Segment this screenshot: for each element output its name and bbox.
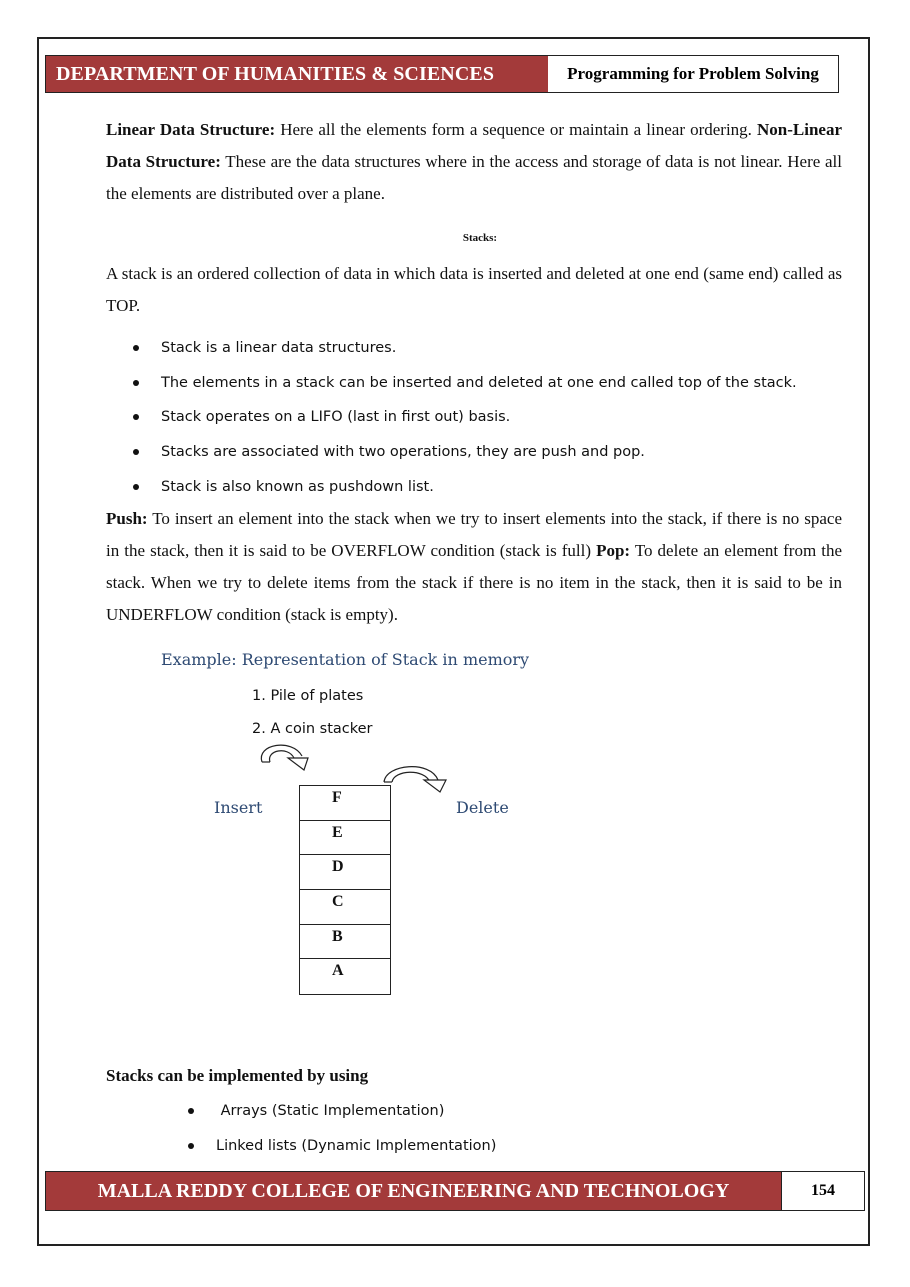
stack-properties-list — [133, 336, 797, 509]
list-item: 1. Pile of plates — [252, 688, 364, 704]
push-definition: To insert an element into the stack when we try to insert elements into the stack, if there is no space in the stack, then it is said to be OVERFLOW condition (stack is full) — [106, 509, 842, 560]
delete-arrow-icon — [380, 762, 460, 802]
list-item: Arrays (Static Implementation) — [188, 1099, 496, 1134]
course-title: Programming for Problem Solving — [567, 64, 819, 83]
list-item: Stack is also known as pushdown list. — [133, 475, 797, 510]
intro-paragraph — [106, 114, 842, 210]
stack-cell: D — [300, 855, 390, 890]
bullet-icon — [133, 449, 139, 455]
stack-cell: A — [332, 962, 344, 980]
implementation-heading: Stacks can be implemented by using — [106, 1066, 369, 1085]
nonlinear-term: Non-Linear Data Structure: — [106, 120, 842, 171]
pop-definition: To delete an element from the stack. When we try to delete items from the stack if there is no item in the stack, then it is said to be in UNDERFLOW condition (stack is empty). — [106, 541, 842, 624]
bullet-icon — [133, 380, 139, 386]
stack-cell: B — [300, 925, 390, 960]
list-item: Stacks are associated with two operations, they are push and pop. — [133, 440, 797, 475]
stack-cell: F — [300, 786, 390, 821]
nonlinear-definition: These are the data structures where in the access and storage of data is not linear. Here all the elements are distributed over a plane. — [106, 152, 842, 203]
example-heading: Example: Representation of Stack in memory — [161, 650, 530, 669]
stack-diagram — [299, 785, 391, 995]
list-item: Stack operates on a LIFO (last in first out) basis. — [133, 405, 797, 440]
page-border — [37, 37, 870, 1246]
list-item: The elements in a stack can be inserted and deleted at one end called top of the stack. — [133, 371, 797, 406]
push-term: Push: — [106, 509, 148, 528]
pop-term: Pop: — [596, 541, 631, 560]
stack-cell: E — [300, 821, 390, 856]
list-item: Linked lists (Dynamic Implementation) — [188, 1134, 496, 1169]
insert-label: Insert — [214, 798, 263, 817]
college-banner: MALLA REDDY COLLEGE OF ENGINEERING AND TECHNOLOGY — [46, 1172, 782, 1210]
bullet-icon — [133, 345, 139, 351]
bullet-icon — [188, 1143, 194, 1149]
linear-term: Linear Data Structure: — [106, 120, 276, 139]
page-number: 154 — [811, 1182, 835, 1199]
bullet-icon — [188, 1108, 194, 1114]
insert-arrow-icon — [250, 738, 330, 778]
linear-definition: Here all the elements form a sequence or maintain a linear ordering. — [275, 120, 757, 139]
page-header — [45, 55, 839, 93]
page-footer — [45, 1171, 865, 1211]
stack-definition: A stack is an ordered collection of data in which data is inserted and deleted at one end (same end) called as TOP. — [106, 264, 842, 315]
bullet-icon — [133, 414, 139, 420]
list-item: Stack is a linear data structures. — [133, 336, 797, 371]
department-banner: DEPARTMENT OF HUMANITIES & SCIENCES — [46, 56, 548, 92]
implementation-list — [188, 1099, 496, 1169]
section-title-stacks: Stacks: — [462, 232, 498, 244]
push-pop-paragraph — [106, 503, 842, 631]
stack-cell: C — [300, 890, 390, 925]
delete-label: Delete — [456, 798, 509, 817]
list-item: 2. A coin stacker — [252, 721, 373, 737]
bullet-icon — [133, 484, 139, 490]
